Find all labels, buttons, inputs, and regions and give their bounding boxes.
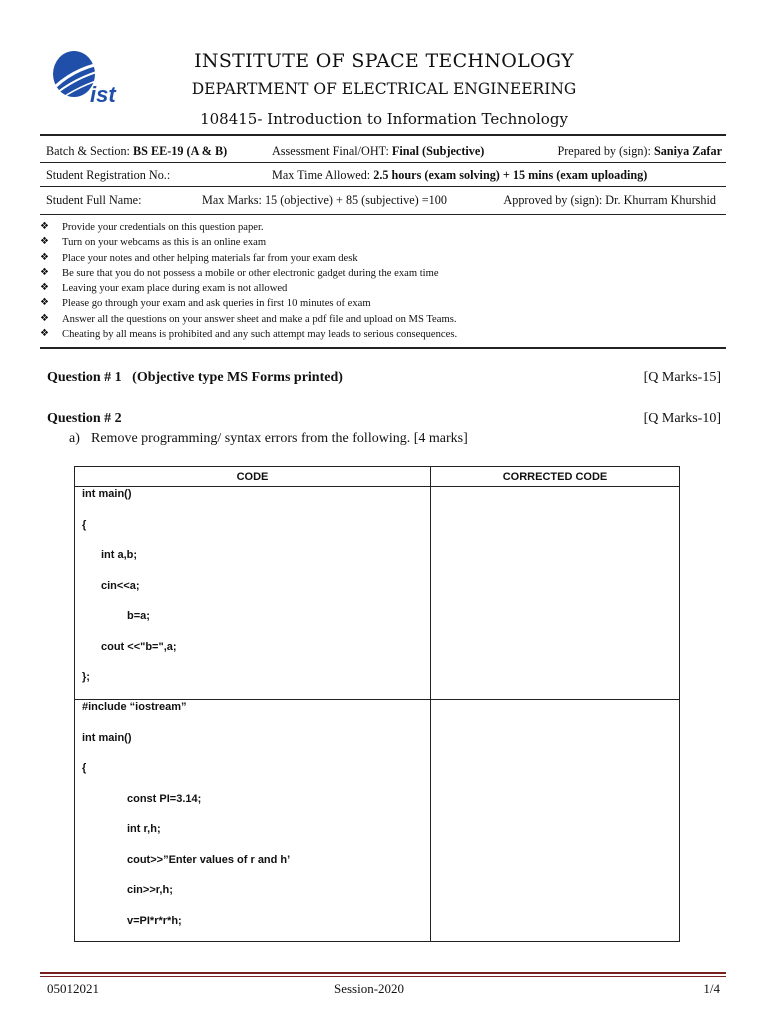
question-2-marks: [Q Marks-10]	[643, 411, 721, 426]
code-line: const PI=3.14;	[127, 792, 202, 805]
question-1-title: Question # 1 (Objective type MS Forms printed)	[47, 370, 343, 385]
logo-text: ist	[90, 82, 116, 107]
diamond-bullet-icon: ❖	[40, 251, 49, 263]
corrected-cell-2	[431, 700, 680, 942]
diamond-bullet-icon: ❖	[40, 297, 49, 309]
code-block-1	[75, 487, 431, 700]
info-row-1	[46, 144, 722, 160]
code-block-2	[75, 700, 431, 942]
instructions-list	[40, 222, 730, 344]
column-header-corrected: CORRECTED CODE	[431, 467, 680, 487]
institute-title: INSTITUTE OF SPACE TECHNOLOGY	[194, 50, 574, 72]
code-line: int main()	[82, 731, 132, 744]
diamond-bullet-icon: ❖	[40, 328, 49, 340]
footer-rule	[40, 976, 726, 977]
code-line: cout>>”Enter values of r and h’	[127, 853, 291, 866]
question-1-marks: [Q Marks-15]	[643, 370, 721, 385]
list-item: ❖ Turn on your webcams as this is an online exam	[40, 236, 267, 249]
diamond-bullet-icon: ❖	[40, 236, 49, 248]
code-line: {	[82, 518, 87, 531]
department-title: DEPARTMENT OF ELECTRICAL ENGINEERING	[191, 80, 577, 98]
course-title: 108415- Introduction to Information Technology	[200, 110, 568, 128]
code-line: {	[82, 762, 87, 774]
footer-date: 05012021	[47, 981, 99, 996]
info-divider	[40, 214, 726, 215]
batch-field: Batch & Section: BS EE-19 (A & B)	[46, 144, 228, 158]
info-row-3	[46, 193, 722, 209]
info-divider	[40, 186, 726, 187]
code-line: #include “iostream”	[82, 701, 187, 713]
column-header-code: CODE	[75, 467, 431, 487]
code-line: int a,b;	[101, 549, 138, 561]
question-2	[47, 411, 721, 427]
info-row-2	[46, 168, 722, 184]
list-item: ❖ Provide your credentials on this question paper.	[40, 221, 264, 233]
instructions-rule	[40, 347, 726, 349]
question-2a	[69, 431, 468, 447]
code-line: int main()	[82, 488, 132, 500]
diamond-bullet-icon: ❖	[40, 266, 49, 278]
code-line: int r,h;	[127, 823, 161, 835]
question-2-title: Question # 2	[47, 411, 122, 426]
question-1	[47, 370, 721, 386]
table-row	[75, 487, 680, 700]
assessment-field: Assessment Final/OHT: Final (Subjective)	[272, 144, 485, 158]
footer-rule	[40, 972, 726, 974]
info-divider	[40, 162, 726, 163]
code-line: cout <<"b=",a;	[101, 640, 177, 653]
part-a-label: a)	[69, 431, 80, 446]
code-line: b=a;	[127, 610, 150, 622]
table-header-row	[75, 467, 680, 487]
code-line: v=PI*r*r*h;	[127, 914, 182, 927]
prepared-field: Prepared by (sign): Saniya Zafar	[557, 144, 722, 158]
list-item: ❖ Please go through your exam and ask queries in first 10 minutes of exam	[40, 297, 371, 310]
diamond-bullet-icon: ❖	[40, 282, 49, 294]
code-line: cin>>r,h;	[127, 884, 173, 896]
list-item: ❖ Cheating by all means is prohibited and any such attempt may leads to serious consequences.	[40, 328, 458, 341]
corrected-cell-1	[431, 487, 680, 700]
approved-field: Approved by (sign): Dr. Khurram Khurshid	[503, 193, 716, 207]
list-item: ❖ Be sure that you do not possess a mobile or other electronic gadget during the exam time	[40, 266, 439, 279]
footer-page-number: 1/4	[703, 981, 720, 996]
name-field: Student Full Name:	[46, 193, 142, 207]
code-table	[74, 466, 680, 942]
list-item: ❖ Answer all the questions on your answer sheet and make a pdf file and upload on MS Teams.	[40, 312, 457, 325]
part-a-text: Remove programming/ syntax errors from the following. [4 marks]	[91, 431, 468, 446]
code-line: cin<<a;	[101, 579, 140, 592]
table-row	[75, 700, 680, 942]
registration-field: Student Registration No.:	[46, 168, 171, 182]
diamond-bullet-icon: ❖	[40, 312, 49, 324]
header-rule	[40, 134, 726, 136]
list-item: ❖ Place your notes and other helping materials far from your exam desk	[40, 251, 358, 264]
code-line: };	[82, 671, 90, 683]
footer-session: Session-2020	[334, 981, 405, 996]
time-field: Max Time Allowed: 2.5 hours (exam solving) + 15 mins (exam uploading)	[272, 168, 648, 182]
diamond-bullet-icon: ❖	[40, 221, 49, 232]
max-marks-field: Max Marks: 15 (objective) + 85 (subjective) =100	[202, 193, 447, 207]
list-item: ❖ Leaving your exam place during exam is not allowed	[40, 282, 288, 295]
